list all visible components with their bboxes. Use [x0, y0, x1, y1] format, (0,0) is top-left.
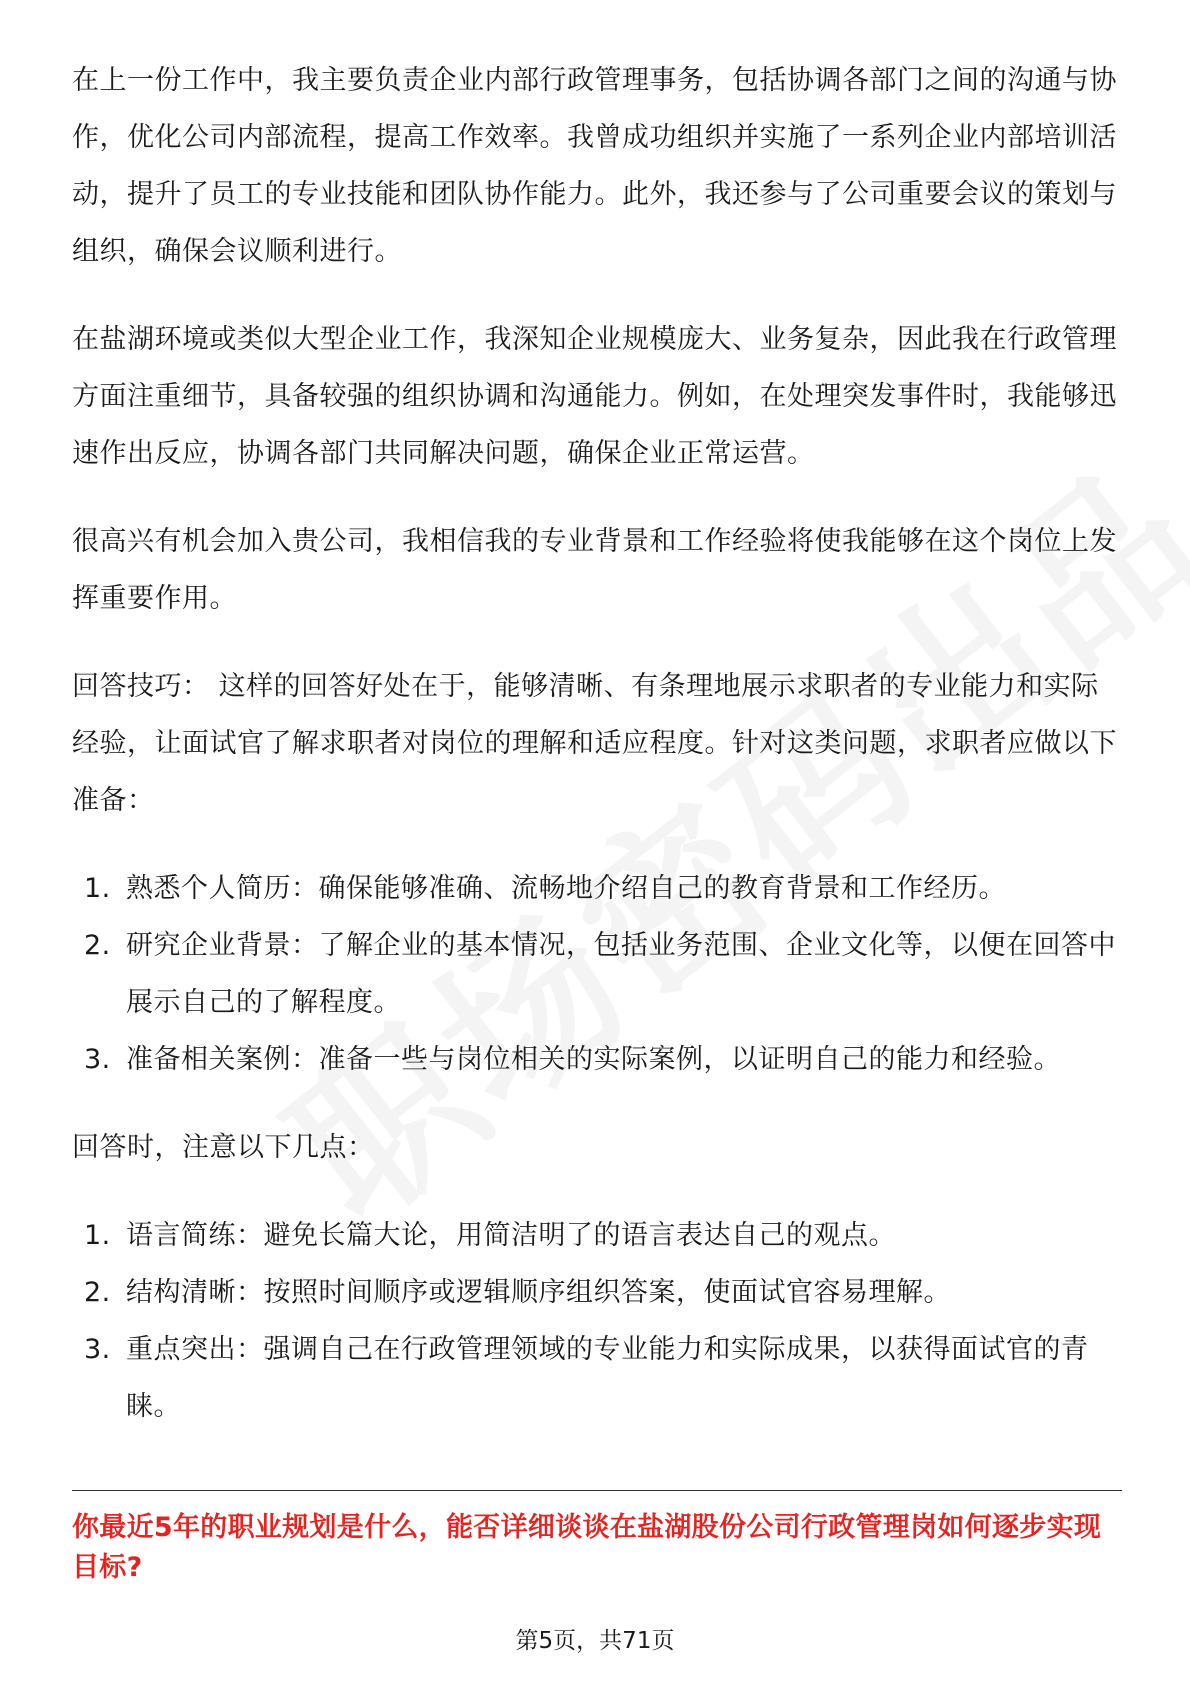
list-item	[72, 1207, 1122, 1264]
list-number: 2.	[84, 930, 111, 961]
paragraph-experience: 在上一份工作中，我主要负责企业内部行政管理事务，包括协调各部门之间的沟通与协作，优化公司内部流程，提高工作效率。我曾成功组织并实施了一系列企业内部培训活动，提升了员工的专业技能和团队协作能力。此外，我还参与了公司重要会议的策划与组织，确保会议顺利进行。	[72, 65, 1117, 267]
list-text: 研究企业背景：了解企业的基本情况，包括业务范围、企业文化等，以便在回答中展示自己的了解程度。	[126, 930, 1116, 1018]
list-item	[72, 1264, 1122, 1321]
list-text: 结构清晰：按照时间顺序或逻辑顺序组织答案，使面试官容易理解。	[126, 1277, 951, 1308]
list-text: 重点突出：强调自己在行政管理领域的专业能力和实际成果，以获得面试官的青睐。	[126, 1334, 1089, 1422]
list-text: 熟悉个人简历：确保能够准确、流畅地介绍自己的教育背景和工作经历。	[126, 873, 1006, 904]
prep-list	[72, 860, 1122, 1088]
list-item	[72, 860, 1122, 917]
list-item	[72, 917, 1122, 1031]
paragraph-answer-tips: 回答技巧： 这样的回答好处在于，能够清晰、有条理地展示求职者的专业能力和实际经验，让面试官了解求职者对岗位的理解和适应程度。针对这类问题，求职者应做以下准备：	[72, 671, 1117, 816]
list-text: 语言简练：避免长篇大论，用简洁明了的语言表达自己的观点。	[126, 1220, 896, 1251]
page-footer: 第5页，共71页	[515, 1628, 675, 1654]
notes-intro: 回答时，注意以下几点：	[72, 1132, 375, 1163]
list-item	[72, 1031, 1122, 1088]
paragraph-enterprise: 在盐湖环境或类似大型企业工作，我深知企业规模庞大、业务复杂，因此我在行政管理方面注重细节，具备较强的组织协调和沟通能力。例如，在处理突发事件时，我能够迅速作出反应，协调各部门共同解决问题，确保企业正常运营。	[72, 324, 1117, 469]
next-question-heading: 你最近5年的职业规划是什么，能否详细谈谈在盐湖股份公司行政管理岗如何逐步实现目标?	[72, 1512, 1102, 1583]
list-number: 1.	[84, 1220, 111, 1251]
section-divider	[72, 1490, 1122, 1491]
list-number: 3.	[84, 1044, 111, 1075]
list-number: 2.	[84, 1277, 111, 1308]
list-text: 准备相关案例：准备一些与岗位相关的实际案例，以证明自己的能力和经验。	[126, 1044, 1061, 1075]
list-number: 3.	[84, 1334, 111, 1365]
document-body	[72, 52, 1122, 1466]
list-item	[72, 1321, 1122, 1435]
notes-list	[72, 1207, 1122, 1435]
paragraph-closing: 很高兴有机会加入贵公司，我相信我的专业背景和工作经验将使我能够在这个岗位上发挥重要作用。	[72, 526, 1117, 614]
list-number: 1.	[84, 873, 111, 904]
